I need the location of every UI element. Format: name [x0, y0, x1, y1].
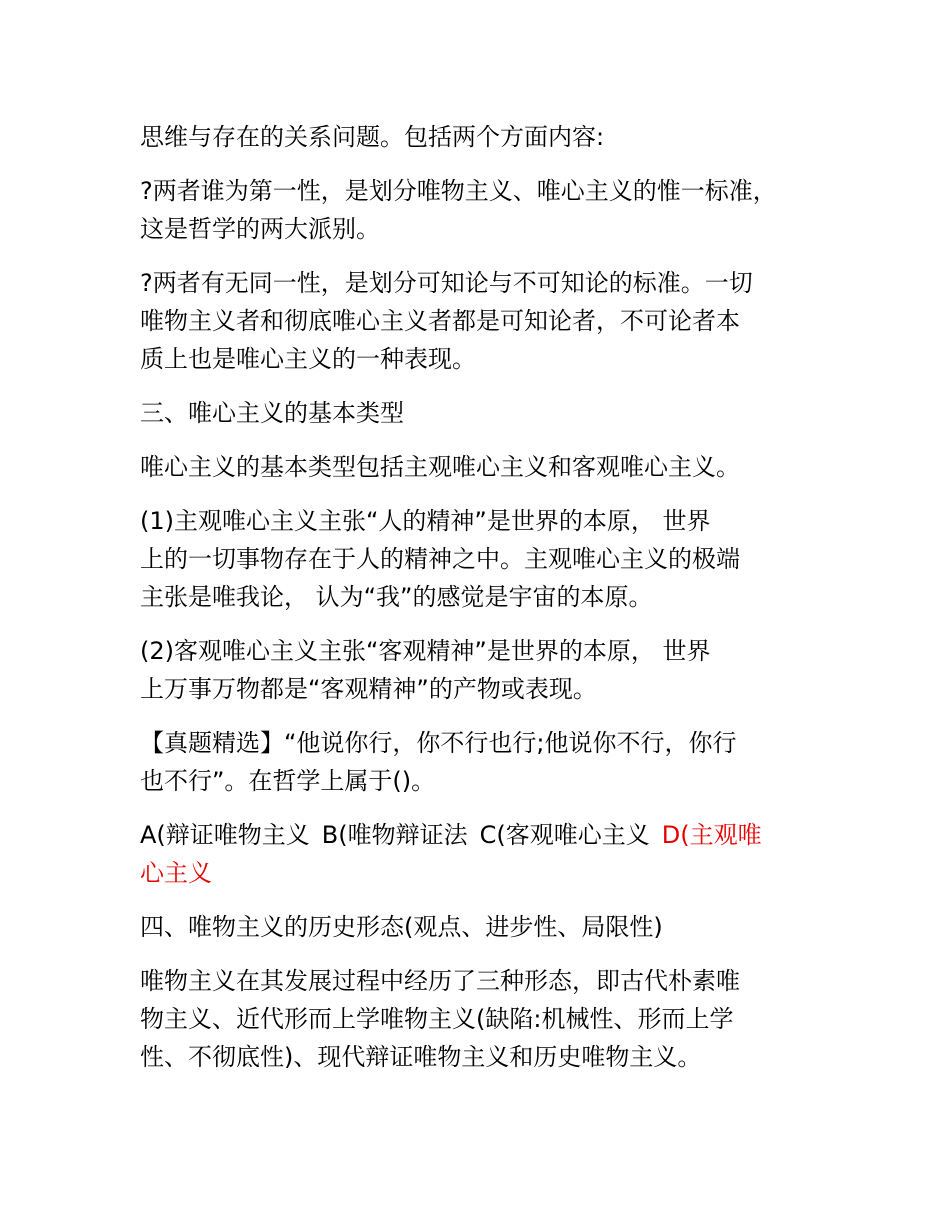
document-body: [140, 118, 840, 1092]
text-line: 也不行”。在哲学上属于()。: [140, 767, 436, 795]
paragraph-exam-question: [140, 724, 840, 800]
paragraph-identity: [140, 264, 840, 378]
text-line: 主张是唯我论， 认为“我”的感觉是宇宙的本原。: [140, 583, 653, 611]
text-line: 唯物主义在其发展过程中经历了三种形态，即古代朴素唯: [140, 967, 740, 995]
question-options: [140, 816, 840, 892]
text-line: 上的一切事物存在于人的精神之中。主观唯心主义的极端: [140, 545, 740, 573]
paragraph-thinking-existence: [140, 118, 840, 156]
text-line: 质上也是唯心主义的一种表现。: [140, 345, 476, 373]
section-heading-materialism-forms: [140, 908, 840, 946]
text-line: 【真题精选】“他说你行，你不行也行;他说你不行，你行: [140, 729, 737, 757]
option-a: A(辩证唯物主义: [140, 821, 310, 849]
paragraph-materialism-forms: [140, 962, 840, 1076]
text-line: 唯物主义者和彻底唯心主义者都是可知论者，不可论者本: [140, 307, 740, 335]
section-heading-idealism-types: [140, 394, 840, 432]
text-line: 性、不彻底性)、现代辩证唯物主义和历史唯物主义。: [140, 1043, 702, 1071]
text-line: (2)客观唯心主义主张“客观精神”是世界的本原， 世界: [140, 637, 711, 665]
text-line: 上万事万物都是“客观精神”的产物或表现。: [140, 675, 597, 703]
paragraph-idealism-types: [140, 448, 840, 486]
options-line: [140, 816, 840, 854]
text-line: 唯心主义的基本类型包括主观唯心主义和客观唯心主义。: [140, 453, 740, 481]
option-d-answer: D(主观唯: [661, 821, 762, 849]
option-d-answer-continued: 心主义: [140, 859, 212, 887]
paragraph-first-nature: [140, 172, 840, 248]
heading-text: 四、唯物主义的历史形态(观点、进步性、局限性): [140, 913, 663, 941]
text-line: ?两者有无同一性，是划分可知论与不可知论的标准。一切: [140, 269, 753, 297]
text-line: 思维与存在的关系问题。包括两个方面内容:: [140, 123, 605, 151]
text-line: 物主义、近代形而上学唯物主义(缺陷:机械性、形而上学: [140, 1005, 734, 1033]
heading-text: 三、唯心主义的基本类型: [140, 399, 404, 427]
option-c: C(客观唯心主义: [479, 821, 650, 849]
text-line: ?两者谁为第一性，是划分唯物主义、唯心主义的惟一标准，: [140, 177, 777, 205]
paragraph-objective-idealism: [140, 632, 840, 708]
text-line: 这是哲学的两大派别。: [140, 215, 380, 243]
text-line: (1)主观唯心主义主张“人的精神”是世界的本原， 世界: [140, 507, 711, 535]
option-b: B(唯物辩证法: [321, 821, 468, 849]
paragraph-subjective-idealism: [140, 502, 840, 616]
